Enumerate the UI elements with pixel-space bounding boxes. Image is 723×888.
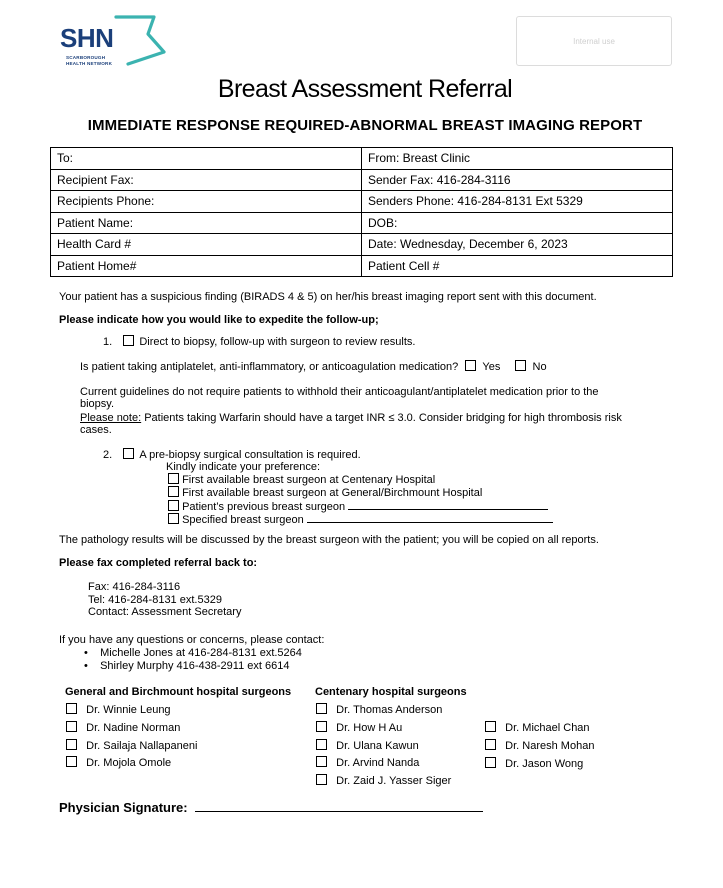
surgeon-item: Dr. Mojola Omole bbox=[66, 755, 197, 773]
preference-checkbox[interactable] bbox=[168, 473, 179, 484]
previous-surgeon-line[interactable] bbox=[348, 509, 548, 510]
centenary-surgeons-heading: Centenary hospital surgeons bbox=[315, 686, 467, 698]
questions-text: If you have any questions or concerns, please contact: bbox=[59, 634, 325, 646]
contact-tel: Tel: 416-284-8131 ext.5329 bbox=[88, 593, 222, 606]
signature-row bbox=[59, 800, 483, 815]
medication-no-label: No bbox=[532, 361, 547, 373]
logo-mark-icon bbox=[108, 14, 168, 68]
medication-question bbox=[80, 360, 547, 373]
table-cell: Sender Fax: 416-284-3116 bbox=[362, 169, 673, 191]
table-row bbox=[51, 191, 673, 213]
specified-surgeon-line[interactable] bbox=[307, 522, 553, 523]
table-cell: Date: Wednesday, December 6, 2023 bbox=[362, 234, 673, 256]
surgeon-item: Dr. Michael Chan bbox=[485, 720, 594, 738]
table-cell: Senders Phone: 416-284-8131 Ext 5329 bbox=[362, 191, 673, 213]
surgeon-item: Dr. Nadine Norman bbox=[66, 720, 197, 738]
option-2-number: 2. bbox=[103, 449, 113, 461]
table-cell[interactable]: To: bbox=[51, 148, 362, 170]
fax-contact-block bbox=[88, 581, 241, 619]
bullet-icon: • bbox=[84, 647, 88, 659]
logo-subtitle: SCARBOROUGH HEALTH NETWORK bbox=[66, 55, 113, 66]
preference-checkbox[interactable] bbox=[168, 513, 179, 524]
surgeon-checkbox[interactable] bbox=[66, 756, 77, 767]
centenary-surgeons-list-2 bbox=[485, 720, 594, 773]
table-cell[interactable]: Recipients Phone: bbox=[51, 191, 362, 213]
medication-yes-label: Yes bbox=[482, 361, 501, 373]
preference-item: First available breast surgeon at General/Birchmount Hospital bbox=[168, 486, 553, 499]
surgeon-item: Dr. Zaid J. Yasser Siger bbox=[316, 773, 451, 791]
centenary-surgeons-list-1 bbox=[316, 702, 451, 791]
pathology-text: The pathology results will be discussed by the breast surgeon with the patient; you will be copied on all reports. bbox=[59, 534, 599, 546]
general-surgeons-heading: General and Birchmount hospital surgeons bbox=[65, 686, 292, 698]
surgeon-item: Dr. Ulana Kawun bbox=[316, 738, 451, 756]
surgeon-checkbox[interactable] bbox=[316, 703, 327, 714]
surgeon-checkbox[interactable] bbox=[66, 703, 77, 714]
medication-no-checkbox[interactable] bbox=[515, 360, 526, 371]
surgeon-checkbox[interactable] bbox=[316, 756, 327, 767]
table-row bbox=[51, 148, 673, 170]
contact-fax: Fax: 416-284-3116 bbox=[88, 581, 181, 593]
table-row bbox=[51, 169, 673, 191]
preference-item: Patient’s previous breast surgeon bbox=[168, 500, 553, 513]
contact-name: Contact: Assessment Secretary bbox=[88, 606, 242, 618]
intro-text: Your patient has a suspicious finding (BIRADS 4 & 5) on her/his breast imaging report sent with this document. bbox=[59, 291, 597, 303]
table-cell[interactable]: Health Card # bbox=[51, 234, 362, 256]
option-1-label: Direct to biopsy, follow-up with surgeon to review results. bbox=[139, 336, 416, 348]
table-row bbox=[51, 234, 673, 256]
preference-block bbox=[166, 461, 553, 526]
table-cell[interactable]: Patient Home# bbox=[51, 255, 362, 277]
internal-use-box bbox=[516, 16, 672, 66]
surgeon-checkbox[interactable] bbox=[316, 721, 327, 732]
referral-info-table bbox=[50, 147, 673, 277]
surgeon-checkbox[interactable] bbox=[485, 721, 496, 732]
table-cell[interactable]: Patient Cell # bbox=[362, 255, 673, 277]
logo-text: SHN bbox=[60, 23, 114, 53]
signature-label: Physician Signature: bbox=[59, 800, 188, 815]
preference-checkbox[interactable] bbox=[168, 500, 179, 511]
shn-logo bbox=[58, 14, 170, 70]
indicate-heading: Please indicate how you would like to expedite the follow-up; bbox=[59, 314, 379, 326]
table-row bbox=[51, 212, 673, 234]
medication-yes-checkbox[interactable] bbox=[465, 360, 476, 371]
preference-checkbox[interactable] bbox=[168, 486, 179, 497]
surgeon-item: Dr. Thomas Anderson bbox=[316, 702, 451, 720]
table-row bbox=[51, 255, 673, 277]
surgeon-checkbox[interactable] bbox=[485, 757, 496, 768]
table-cell: From: Breast Clinic bbox=[362, 148, 673, 170]
option-1-number: 1. bbox=[103, 336, 113, 348]
note-label: Please note: bbox=[80, 412, 142, 424]
signature-line[interactable] bbox=[195, 811, 483, 812]
bullet-icon: • bbox=[84, 659, 88, 672]
table-cell[interactable]: DOB: bbox=[362, 212, 673, 234]
warfarin-note: Please note: Patients taking Warfarin should have a target INR ≤ 3.0. Consider bridging for high thrombosis risk cases. bbox=[80, 412, 622, 436]
surgeon-checkbox[interactable] bbox=[316, 774, 327, 785]
page-title: Breast Assessment Referral bbox=[217, 75, 513, 103]
list-item: • Michelle Jones at 416-284-8131 ext.5264 bbox=[84, 647, 302, 659]
option-1-checkbox[interactable] bbox=[123, 335, 134, 346]
medication-question-text: Is patient taking antiplatelet, anti-inflammatory, or anticoagulation medication? bbox=[80, 361, 459, 373]
internal-use-label: Internal use bbox=[573, 37, 615, 46]
surgeon-checkbox[interactable] bbox=[316, 739, 327, 750]
surgeon-item: Dr. How H Au bbox=[316, 720, 451, 738]
surgeon-checkbox[interactable] bbox=[66, 739, 77, 750]
preference-item: First available breast surgeon at Centenary Hospital bbox=[168, 473, 553, 486]
table-cell[interactable]: Recipient Fax: bbox=[51, 169, 362, 191]
surgeon-item: Dr. Winnie Leung bbox=[66, 702, 197, 720]
table-cell[interactable]: Patient Name: bbox=[51, 212, 362, 234]
guidelines-text: Current guidelines do not require patients to withhold their anticoagulant/antiplatelet medication prior to the biopsy. bbox=[80, 386, 599, 410]
preference-item: Specified breast surgeon bbox=[168, 513, 553, 526]
surgeon-item: Dr. Sailaja Nallapaneni bbox=[66, 738, 197, 756]
surgeon-item: Dr. Jason Wong bbox=[485, 756, 594, 774]
option-1 bbox=[103, 335, 415, 348]
fax-back-heading: Please fax completed referral back to: bbox=[59, 557, 258, 569]
page-subtitle: IMMEDIATE RESPONSE REQUIRED-ABNORMAL BREAST IMAGING REPORT bbox=[87, 117, 643, 134]
contacts-list bbox=[84, 647, 302, 672]
surgeon-item: Dr. Arvind Nanda bbox=[316, 755, 451, 773]
surgeon-checkbox[interactable] bbox=[66, 721, 77, 732]
list-item: • Shirley Murphy 416-438-2911 ext 6614 bbox=[84, 659, 290, 672]
surgeon-checkbox[interactable] bbox=[485, 739, 496, 750]
preference-heading: Kindly indicate your preference: bbox=[166, 461, 321, 473]
option-2 bbox=[103, 448, 361, 461]
general-surgeons-list bbox=[66, 702, 197, 773]
option-2-label: A pre-biopsy surgical consultation is required. bbox=[139, 449, 361, 461]
surgeon-item: Dr. Naresh Mohan bbox=[485, 738, 594, 756]
option-2-checkbox[interactable] bbox=[123, 448, 134, 459]
